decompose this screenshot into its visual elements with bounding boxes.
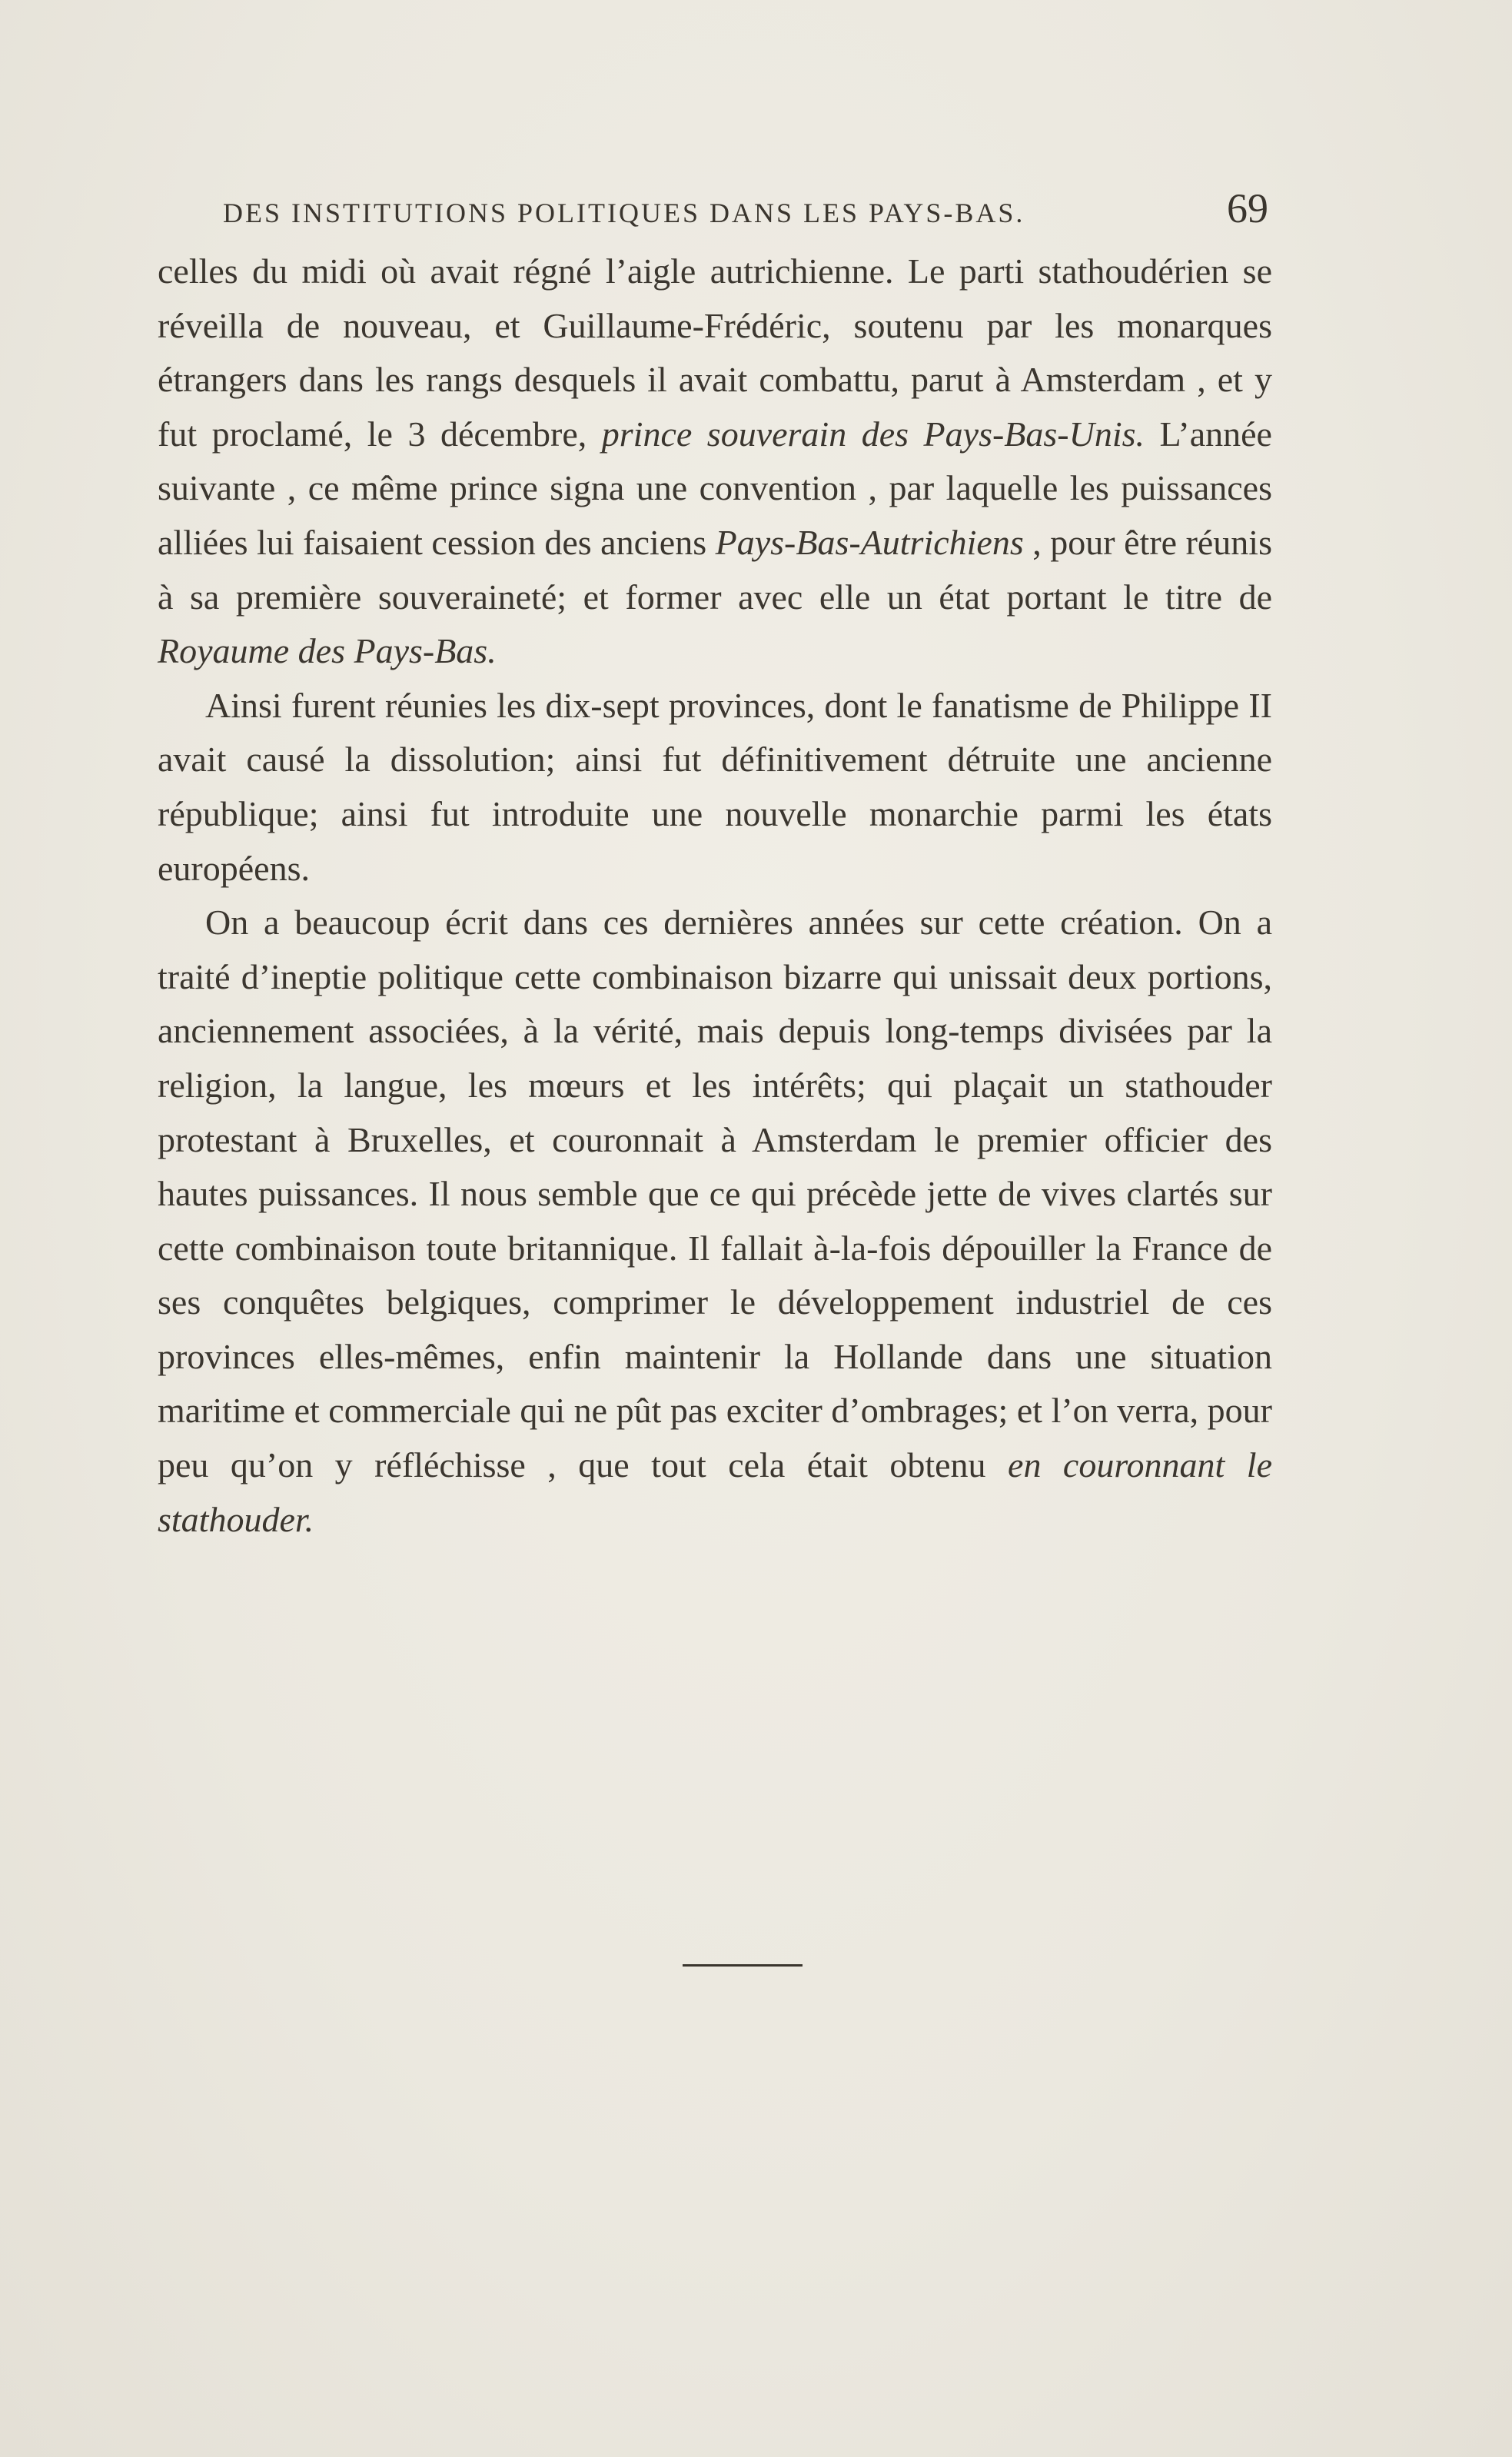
paragraph-2: Ainsi furent réunies les dix-sept provinces, dont le fanatisme de Philippe II avait causé la dissolution; ainsi fut définitivement détruite une ancienne république; ainsi fut introduite une nouvelle monarchie parmi les états européens. [158,685,1272,888]
paragraph-1-italic-b: Pays-Bas-Autrichiens [715,522,1024,562]
paragraph-1-text-c: , pour être réunis à sa première souveraineté; et former avec elle un état portant le titre de [158,522,1272,617]
paragraph-1-text-a: celles du midi où avait régné l’aigle autrichienne. Le parti stathoudérien se réveilla de nouveau, et Guillaume-Frédéric, soutenu par les monarques étrangers dans les rangs desquels il avait combattu, parut à Amsterdam , et y fut proclamé, le 3 décembre, [158,251,1272,454]
paragraph-3 [158,896,1272,1547]
paragraph-1-italic-c: Royaume des Pays-Bas. [158,631,497,671]
body-text [158,244,1272,1547]
end-rule [683,1964,803,1967]
paragraph-3-text: On a beaucoup écrit dans ces dernières années sur cette création. On a traité d’ineptie politique cette combinaison bizarre qui unissait deux portions, anciennement associées, à la vérité, mais depuis long-temps divisées par la religion, la langue, les mœurs et les intérêts; qui plaçait un stathouder protestant à Bruxelles, et couronnait à Amsterdam le premier officier des hautes puissances. Il nous semble que ce qui précède jette de vives clartés sur cette combinaison toute britannique. Il fallait à-la-fois dépouiller la France de ses conquêtes belgiques, comprimer le développement industriel de ces provinces elles-mêmes, enfin maintenir la Hollande dans une situation maritime et commerciale qui ne pût pas exciter d’ombrages; et l’on verra, pour peu qu’on y réfléchisse , que tout cela était obtenu [158,903,1272,1485]
page-number: 69 [1227,185,1268,231]
running-head [223,185,1268,238]
paragraph-1-italic-a: prince souverain des Pays-Bas-Unis. [601,414,1145,454]
paragraph-1 [158,244,1272,679]
paragraph-3-italic: en couronnant le stathouder. [158,1445,1272,1539]
running-title: DES INSTITUTIONS POLITIQUES DANS LES PAYS-BAS. [223,198,1025,228]
paragraph-1-text-b: L’année suivante , ce même prince signa une convention , par laquelle les puissances alliées lui faisaient cession des anciens [158,414,1272,562]
